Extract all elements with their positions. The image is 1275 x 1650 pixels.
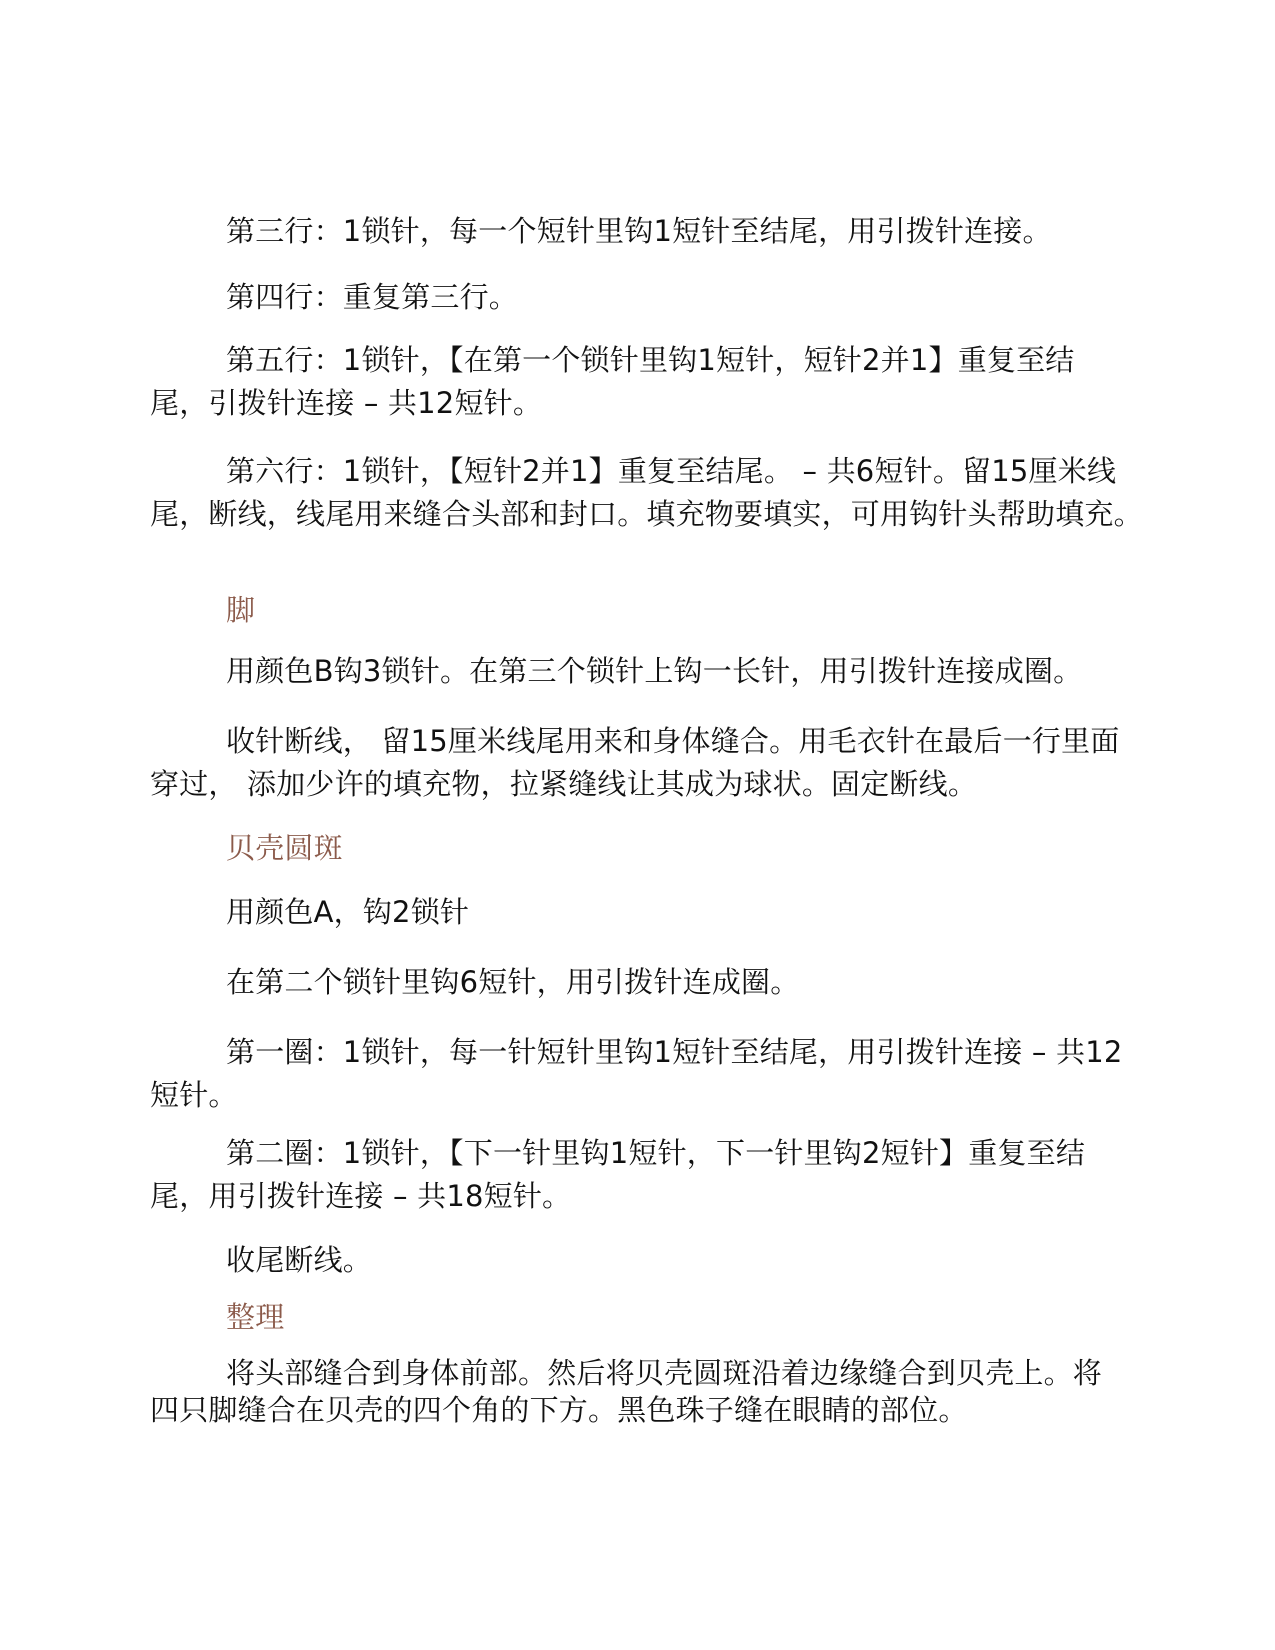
text-line: 第四行：重复第三行。: [226, 280, 519, 314]
text-line: 用颜色B钩3锁针。在第三个锁针上钩一长针，用引拨针连接成圈。: [226, 654, 1083, 688]
paragraph-shell-2: [150, 961, 1120, 1004]
heading-text: 脚: [226, 593, 256, 627]
text-line: 穿过， 添加少许的填充物，拉紧缝线让其成为球状。固定断线。: [150, 767, 978, 801]
section-heading-feet: [150, 589, 1120, 632]
text-line: 尾，引拨针连接 – 共12短针。: [150, 386, 543, 420]
paragraph-row-6: [150, 450, 1143, 536]
paragraph-assembly: [150, 1355, 1120, 1429]
paragraph-row-3: [150, 210, 1120, 253]
paragraph-round-2: [150, 1132, 1120, 1218]
text-line: 第一圈：1锁针，每一针短针里钩1短针至结尾，用引拨针连接 – 共12: [226, 1035, 1123, 1069]
text-line: 第五行：1锁针，【在第一个锁针里钩1短针，短针2并1】重复至结: [226, 343, 1075, 377]
paragraph-shell-1: [150, 891, 1120, 934]
text-line: 收针断线， 留15厘米线尾用来和身体缝合。用毛衣针在最后一行里面: [226, 724, 1120, 758]
heading-text: 贝壳圆斑: [226, 831, 343, 865]
section-heading-assembly: [150, 1296, 1120, 1339]
text-line: 用颜色A，钩2锁针: [226, 895, 470, 929]
paragraph-row-4: [150, 276, 1120, 319]
paragraph-finish: [150, 1239, 1120, 1282]
paragraph-round-1: [150, 1031, 1123, 1117]
heading-text: 整理: [226, 1300, 285, 1334]
text-line: 收尾断线。: [226, 1243, 373, 1277]
paragraph-row-5: [150, 339, 1120, 425]
paragraph-feet-2: [150, 720, 1120, 806]
paragraph-feet-1: [150, 650, 1120, 693]
text-line: 第二圈：1锁针，【下一针里钩1短针，下一针里钩2短针】重复至结: [226, 1136, 1086, 1170]
text-line: 第六行：1锁针，【短针2并1】重复至结尾。 – 共6短针。留15厘米线: [226, 454, 1117, 488]
text-line: 将头部缝合到身体前部。然后将贝壳圆斑沿着边缘缝合到贝壳上。将: [226, 1356, 1103, 1390]
text-line: 短针。: [150, 1078, 238, 1112]
text-line: 第三行：1锁针，每一个短针里钩1短针至结尾，用引拨针连接。: [226, 214, 1052, 248]
text-line: 在第二个锁针里钩6短针，用引拨针连成圈。: [226, 965, 800, 999]
text-line: 尾，断线，线尾用来缝合头部和封口。填充物要填实，可用钩针头帮助填充。: [150, 497, 1143, 531]
text-line: 四只脚缝合在贝壳的四个角的下方。黑色珠子缝在眼睛的部位。: [150, 1393, 968, 1427]
text-line: 尾，用引拨针连接 – 共18短针。: [150, 1179, 572, 1213]
section-heading-shell-spots: [150, 827, 1120, 870]
